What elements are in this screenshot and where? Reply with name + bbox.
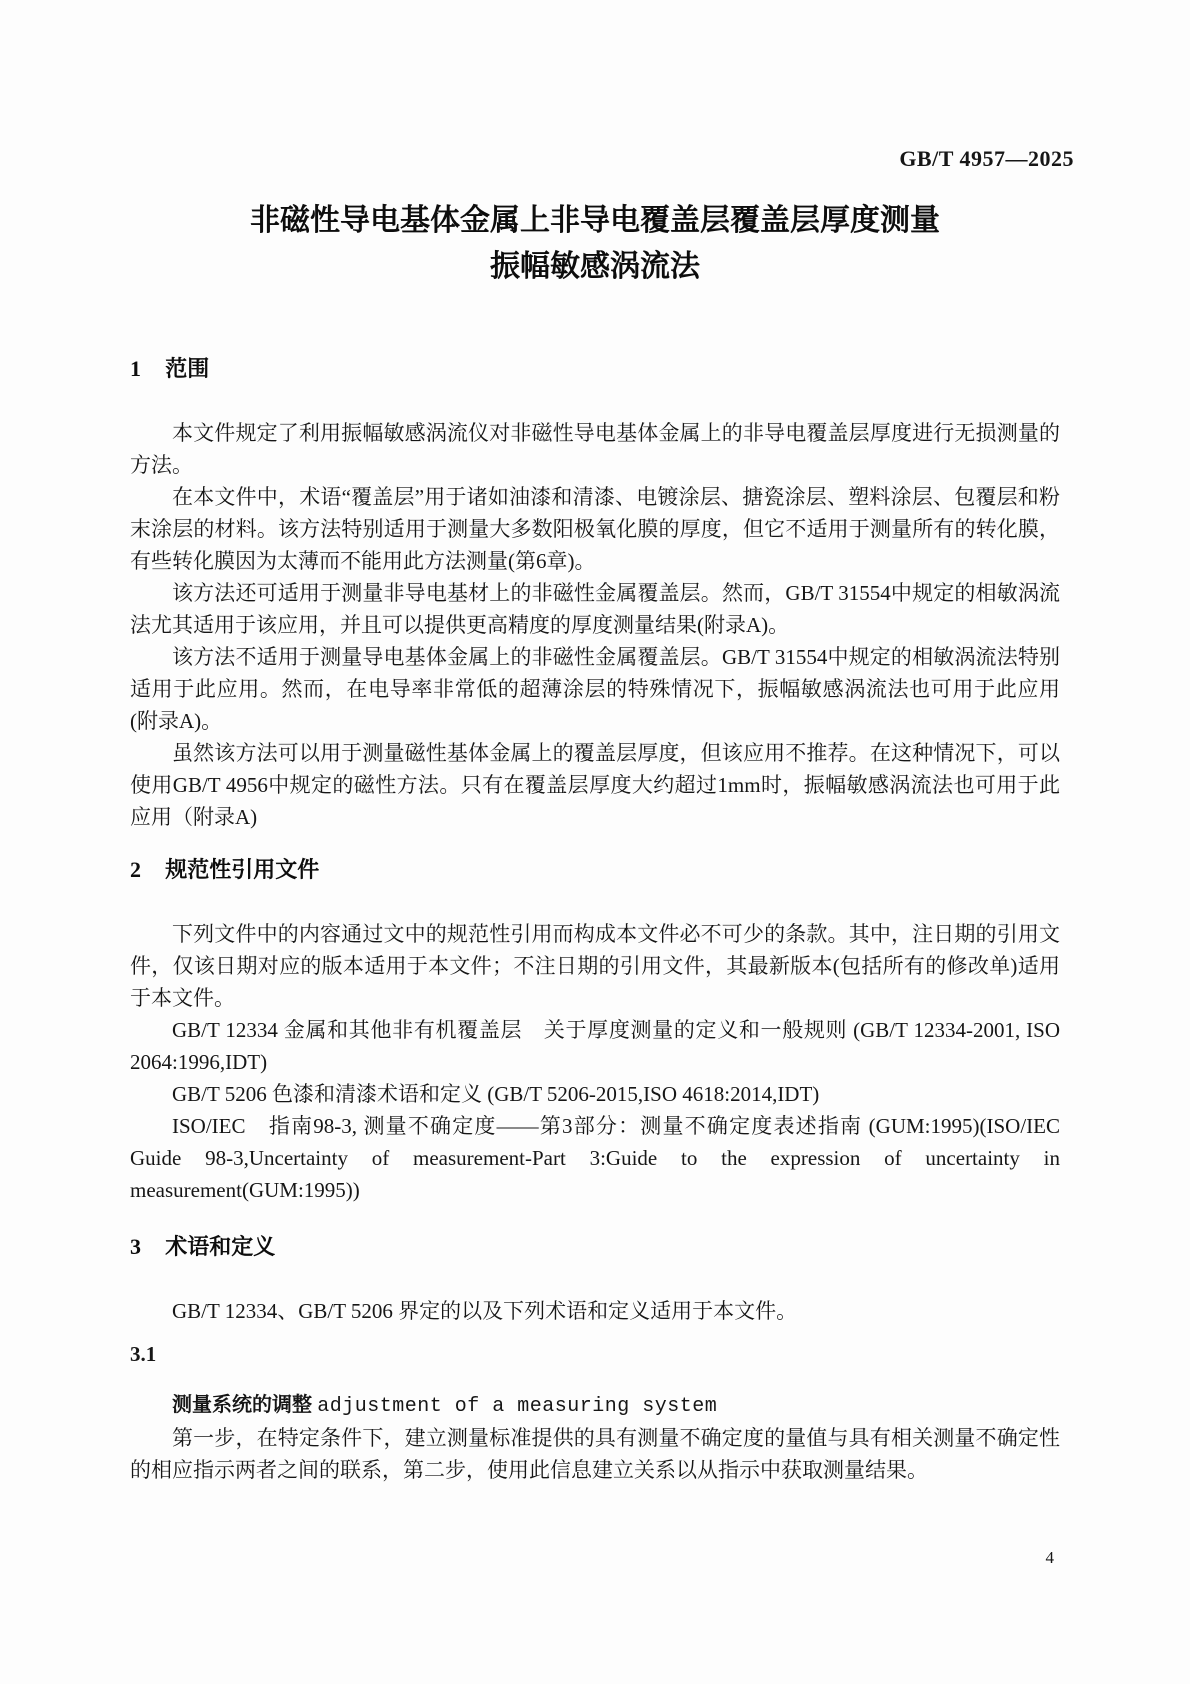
scope-paragraph-2: 在本文件中，术语“覆盖层”用于诸如油漆和清漆、电镀涂层、搪瓷涂层、塑料涂层、包覆层和粉末涂层的材料。该方法特别适用于测量大多数阳极氧化膜的厚度，但它不适用于测量所有的转化膜，有些转化膜因为太薄而不能用此方法测量(第6章)。 [130, 485, 1060, 573]
section-3-title: 术语和定义 [165, 1234, 276, 1259]
term-name-english: adjustment of a measuring system [317, 1395, 718, 1418]
section-2-title: 规范性引用文件 [165, 857, 320, 882]
section-2-number: 2 [130, 857, 141, 882]
section-2-heading [130, 855, 1060, 885]
section-scope [130, 354, 1060, 833]
section-3-number: 3 [130, 1234, 141, 1259]
scope-paragraph-4: 该方法不适用于测量导电基体金属上的非磁性金属覆盖层。GB/T 31554中规定的相敏涡流法特别适用于此应用。然而，在电导率非常低的超薄涂层的特殊情况下，振幅敏感涡流法也可用于此应用(附录A)。 [130, 645, 1060, 733]
section-1-number: 1 [130, 356, 141, 381]
section-3-heading [130, 1232, 1060, 1262]
term-entry [130, 1389, 1060, 1422]
references-intro-paragraph: 下列文件中的内容通过文中的规范性引用而构成本文件必不可少的条款。其中，注日期的引用文件，仅该日期对应的版本适用于本文件；不注日期的引用文件，其最新版本(包括所有的修改单)适用于本文件。 [130, 922, 1060, 1010]
scope-paragraph-1: 本文件规定了利用振幅敏感涡流仪对非磁性导电基体金属上的非导电覆盖层厚度进行无损测量的方法。 [130, 421, 1060, 477]
scope-paragraph-3: 该方法还可适用于测量非导电基材上的非磁性金属覆盖层。然而，GB/T 31554中规定的相敏涡流法尤其适用于该应用，并且可以提供更高精度的厚度测量结果(附录A)。 [130, 581, 1060, 637]
scope-paragraph-5: 虽然该方法可以用于测量磁性基体金属上的覆盖层厚度，但该应用不推荐。在这种情况下，可以使用GB/T 4956中规定的磁性方法。只有在覆盖层厚度大约超过1mm时，振幅敏感涡流法也可用于此应用（附录A) [130, 741, 1060, 829]
document-title [130, 198, 1060, 290]
page-number: 4 [1045, 1548, 1054, 1567]
term-definition: 第一步，在特定条件下，建立测量标准提供的具有测量不确定度的量值与具有相关测量不确定性的相应指示两者之间的联系，第二步，使用此信息建立关系以从指示中获取测量结果。 [130, 1426, 1060, 1482]
reference-entry-2: GB/T 5206 色漆和清漆术语和定义 (GB/T 5206-2015,ISO 4618:2014,IDT) [172, 1082, 820, 1106]
section-1-title: 范围 [165, 356, 210, 381]
terms-intro-paragraph: GB/T 12334、GB/T 5206 界定的以及下列术语和定义适用于本文件。 [172, 1299, 798, 1323]
section-normative-references [130, 855, 1060, 1206]
standard-code: GB/T 4957—2025 [899, 146, 1074, 171]
term-name-chinese: 测量系统的调整 [172, 1394, 312, 1416]
term-number: 3.1 [130, 1342, 157, 1366]
document-title-line2: 振幅敏感涡流法 [490, 250, 700, 283]
document-title-line1: 非磁性导电基体金属上非导电覆盖层覆盖层厚度测量 [250, 204, 940, 237]
section-1-heading [130, 354, 1060, 384]
reference-entry-1: GB/T 12334 金属和其他非有机覆盖层 关于厚度测量的定义和一般规则 (GB/T 12334-2001, ISO 2064:1996,IDT) [130, 1018, 1060, 1074]
reference-entry-3: ISO/IEC 指南98-3, 测量不确定度——第3部分：测量不确定度表述指南 (GUM:1995)(ISO/IEC Guide 98-3,Uncertainty of measurement-Part 3:Guide to the expression of uncertainty in measurement(GUM:1995)) [130, 1114, 1060, 1202]
section-terms-definitions [130, 1232, 1060, 1486]
